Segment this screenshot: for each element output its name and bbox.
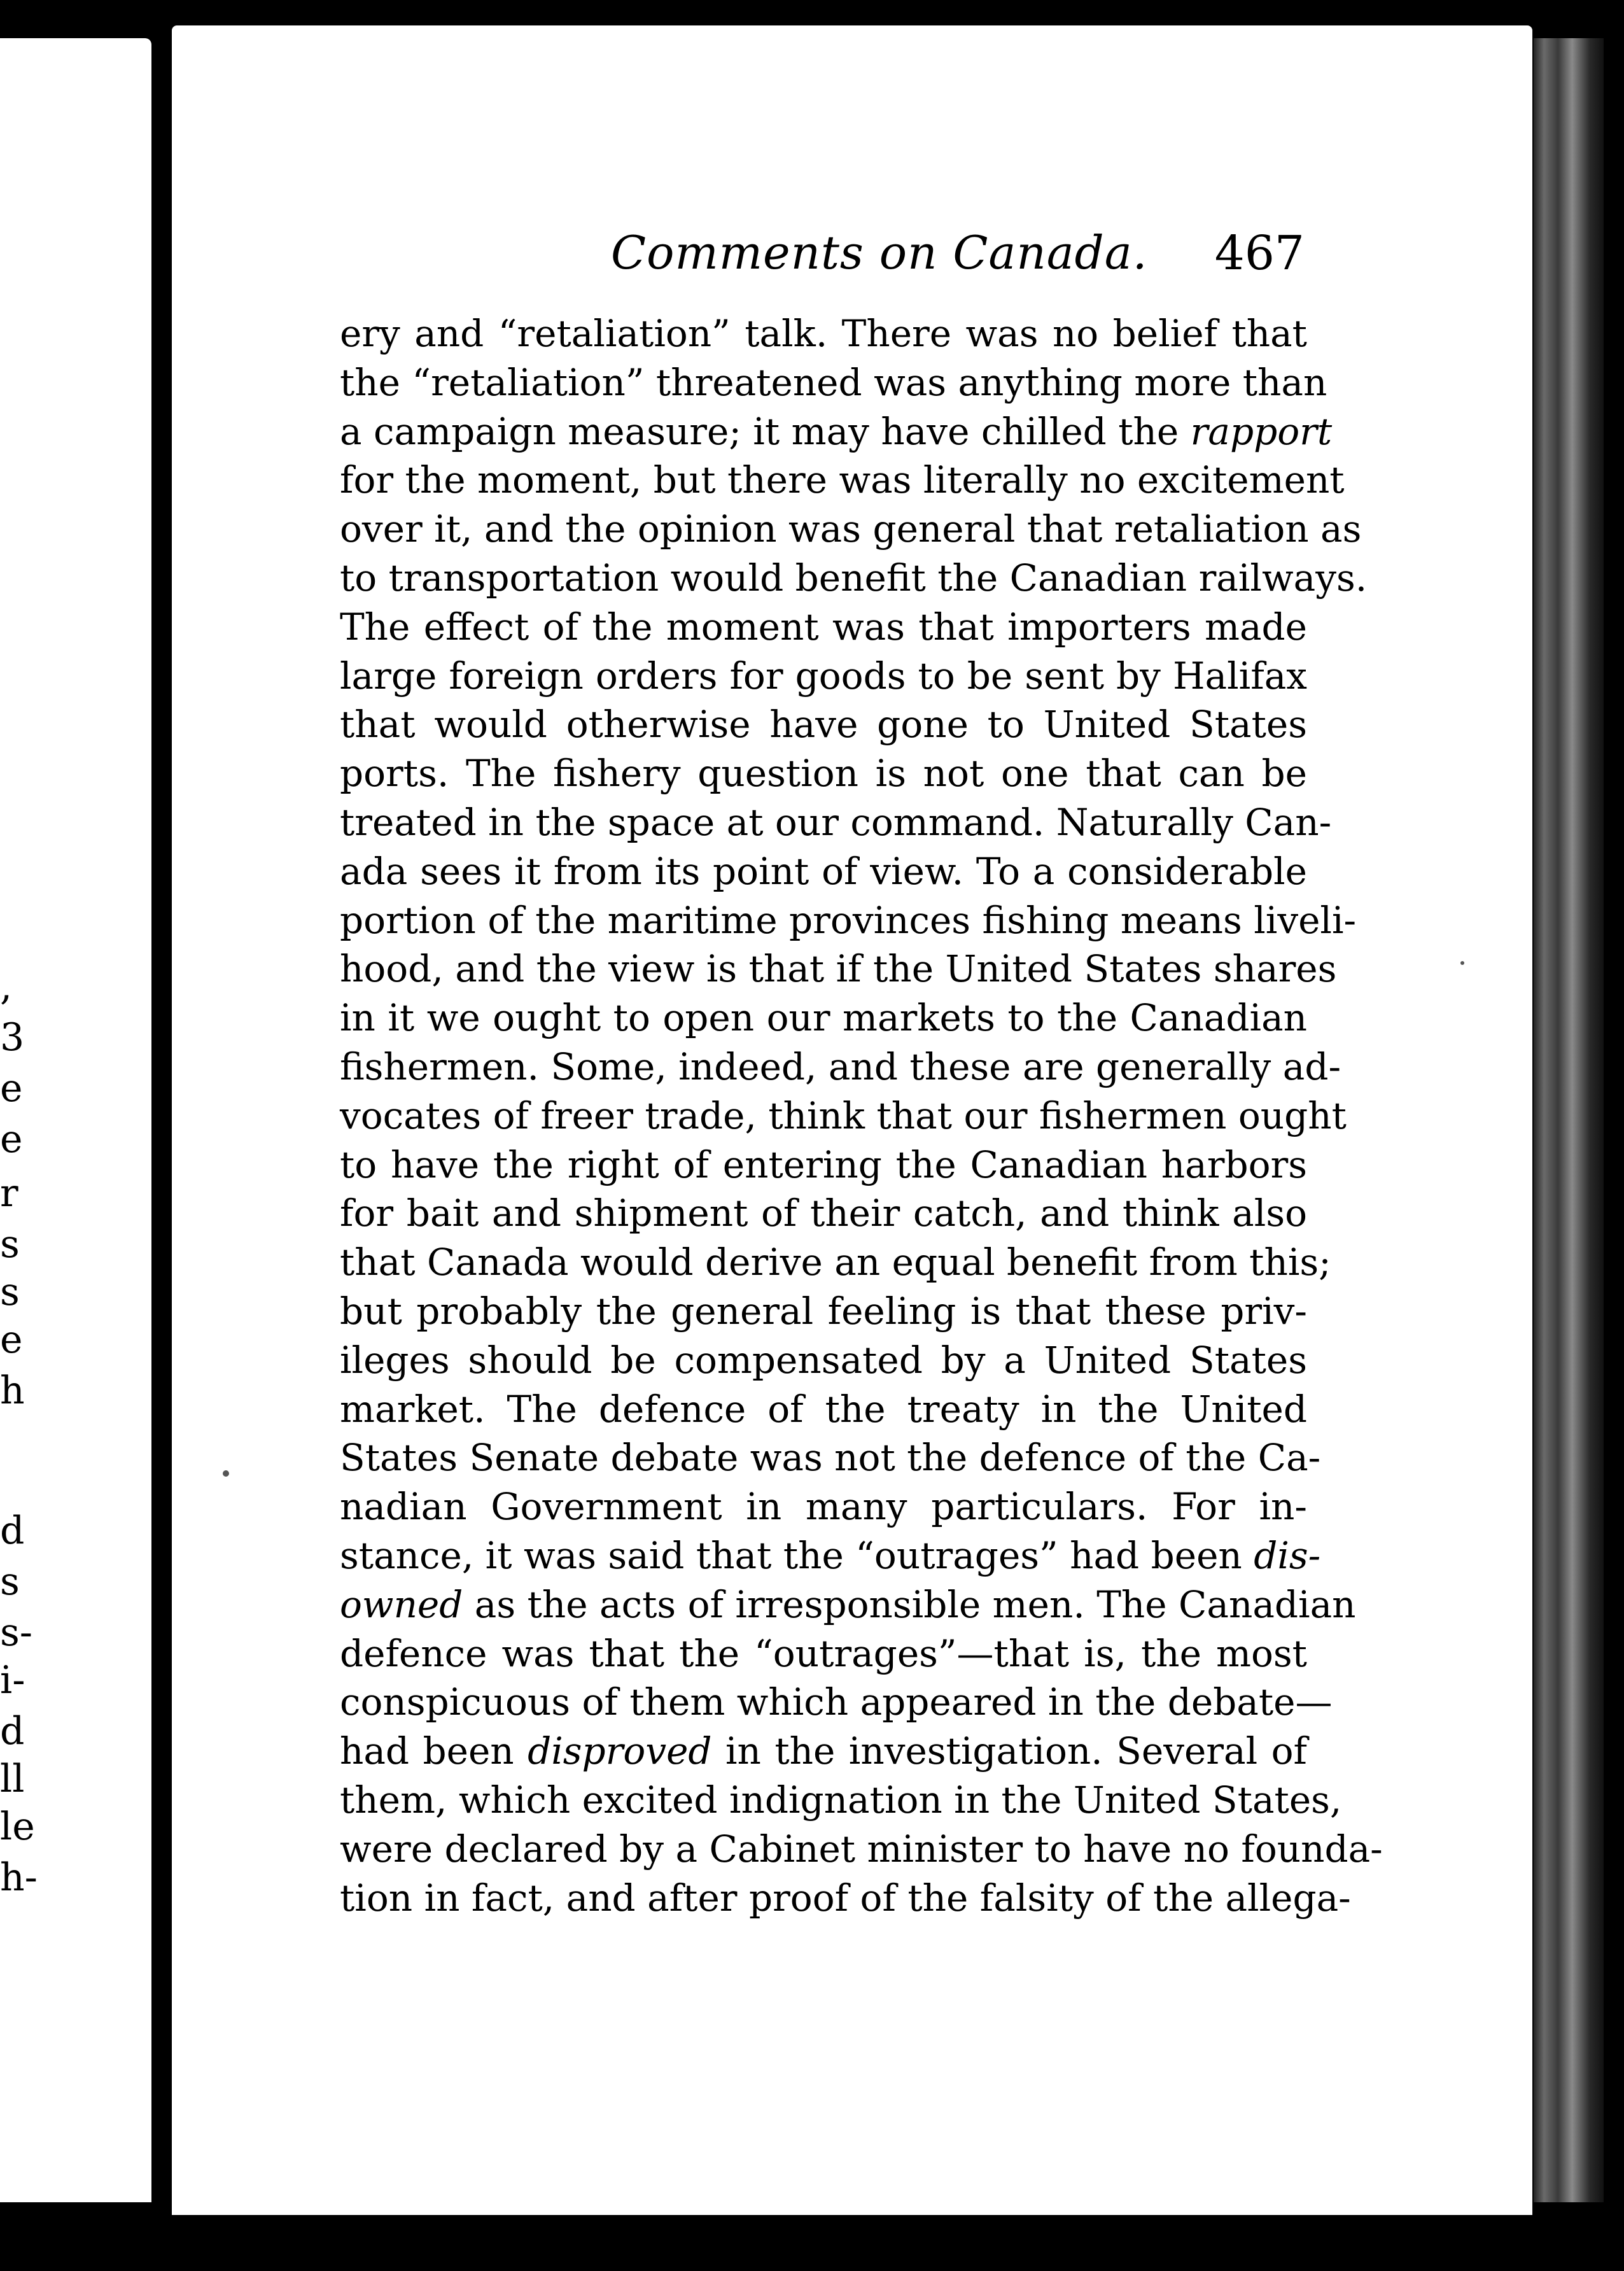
text-run: nadian Government in many particulars. For in- xyxy=(340,1485,1307,1529)
text-run: but probably the general feeling is that these priv- xyxy=(340,1289,1307,1333)
italic-run: rapport xyxy=(1190,409,1333,453)
text-line xyxy=(340,505,1362,554)
text-line xyxy=(340,652,1307,701)
facing-page-fragment: h- xyxy=(0,1855,38,1900)
text-run: a campaign measure; it may have chilled the xyxy=(340,409,1191,453)
facing-page-fragment: , xyxy=(0,964,13,1009)
text-line xyxy=(340,1238,1331,1287)
text-line xyxy=(340,700,1307,749)
facing-page-fragment: r xyxy=(0,1171,18,1216)
text-run: conspicuous of them which appeared in the debate— xyxy=(340,1680,1333,1724)
page-number: 467 xyxy=(1214,226,1305,281)
text-run: large foreign orders for goods to be sent by Halifax xyxy=(340,654,1307,698)
text-run: ileges should be compensated by a United States xyxy=(340,1338,1307,1382)
facing-page-fragment: d xyxy=(0,1709,25,1754)
text-run: fishermen. Some, indeed, and these are generally ad- xyxy=(340,1044,1341,1088)
text-run: vocates of freer trade, think that our fishermen ought xyxy=(340,1093,1347,1137)
text-line xyxy=(340,554,1368,603)
text-line xyxy=(340,309,1307,358)
facing-page-fragment: d xyxy=(0,1508,25,1553)
italic-run: owned xyxy=(340,1582,463,1626)
text-line xyxy=(340,603,1307,652)
facing-page-fragment: s xyxy=(0,1559,20,1604)
text-run: ports. The fishery question is not one that can be xyxy=(340,752,1307,796)
facing-page-fragment: 3 xyxy=(0,1015,25,1060)
text-line xyxy=(340,896,1357,945)
text-line xyxy=(340,1629,1307,1678)
text-line xyxy=(340,1189,1307,1238)
scan-speck xyxy=(223,1470,229,1477)
text-run: had been xyxy=(340,1729,528,1773)
text-run: portion of the maritime provinces fishing means liveli- xyxy=(340,898,1357,942)
text-run: The effect of the moment was that importers made xyxy=(340,605,1307,649)
text-line xyxy=(340,1482,1307,1531)
text-run: market. The defence of the treaty in the United xyxy=(340,1387,1307,1431)
text-line xyxy=(340,1141,1307,1190)
text-line xyxy=(340,1092,1347,1141)
text-run: in the investigation. Several of xyxy=(711,1729,1307,1773)
scan-speck xyxy=(1460,961,1464,965)
text-line xyxy=(340,798,1332,847)
text-run: States Senate debate was not the defence of the Ca- xyxy=(340,1436,1321,1480)
facing-page-fragment: h xyxy=(0,1368,25,1413)
text-line xyxy=(340,1580,1356,1629)
text-run: that would otherwise have gone to United States xyxy=(340,703,1307,747)
text-run: to transportation would benefit the Canadian railways. xyxy=(340,556,1368,600)
facing-page-fragment: s xyxy=(0,1270,20,1314)
text-run: them, which excited indignation in the United States, xyxy=(340,1778,1342,1822)
text-line xyxy=(340,749,1307,798)
text-line xyxy=(340,1287,1307,1336)
text-line xyxy=(340,407,1333,456)
facing-page-fragment: ll xyxy=(0,1757,25,1801)
text-line xyxy=(340,1531,1321,1580)
text-line xyxy=(340,994,1307,1043)
facing-page-fragment: e xyxy=(0,1117,23,1162)
text-line xyxy=(340,1043,1341,1092)
text-line xyxy=(340,1776,1342,1825)
text-run: that Canada would derive an equal benefit from this; xyxy=(340,1241,1331,1284)
text-run: ery and “retaliation” talk. There was no belief that xyxy=(340,312,1307,355)
facing-page-fragment: le xyxy=(0,1804,35,1849)
text-run: stance, it was said that the “outrages” had been xyxy=(340,1533,1254,1577)
facing-page-fragment: s xyxy=(0,1222,20,1267)
text-line xyxy=(340,945,1337,994)
text-run: the “retaliation” threatened was anything more than xyxy=(340,360,1327,404)
text-line xyxy=(340,1336,1307,1385)
text-run: defence was that the “outrages”—that is, the most xyxy=(340,1631,1307,1675)
text-run: hood, and the view is that if the United States shares xyxy=(340,947,1337,991)
text-line xyxy=(340,1385,1307,1434)
text-line xyxy=(340,1727,1307,1776)
facing-page-fragment: e xyxy=(0,1318,23,1362)
italic-run: dis- xyxy=(1254,1533,1321,1577)
text-line xyxy=(340,1825,1383,1874)
body-text xyxy=(340,309,1383,1922)
facing-page xyxy=(0,38,151,2202)
text-line xyxy=(340,847,1307,896)
text-run: were declared by a Cabinet minister to have no founda- xyxy=(340,1827,1383,1871)
text-line xyxy=(340,1433,1321,1482)
italic-run: disproved xyxy=(528,1729,712,1773)
text-line xyxy=(340,456,1345,505)
text-run: over it, and the opinion was general that retaliation as xyxy=(340,507,1362,551)
text-run: for the moment, but there was literally no excitement xyxy=(340,458,1345,502)
page-header xyxy=(337,226,1305,290)
text-run: treated in the space at our command. Naturally Can- xyxy=(340,800,1332,844)
text-line xyxy=(340,358,1327,407)
facing-page-fragment: e xyxy=(0,1066,23,1111)
text-run: for bait and shipment of their catch, and think also xyxy=(340,1192,1307,1235)
text-line xyxy=(340,1678,1333,1727)
facing-page-fragment: s- xyxy=(0,1610,33,1655)
facing-page-fragment: i- xyxy=(0,1658,25,1703)
text-run: to have the right of entering the Canadian harbors xyxy=(340,1143,1307,1186)
text-run: tion in fact, and after proof of the falsity of the allega- xyxy=(340,1876,1351,1920)
text-line xyxy=(340,1874,1351,1923)
text-run: in it we ought to open our markets to the Canadian xyxy=(340,996,1307,1040)
text-run: ada sees it from its point of view. To a considerable xyxy=(340,849,1307,893)
running-head: Comments on Canada. xyxy=(611,226,1148,279)
text-run: as the acts of irresponsible men. The Canadian xyxy=(463,1582,1356,1626)
page-edge xyxy=(1534,38,1604,2202)
